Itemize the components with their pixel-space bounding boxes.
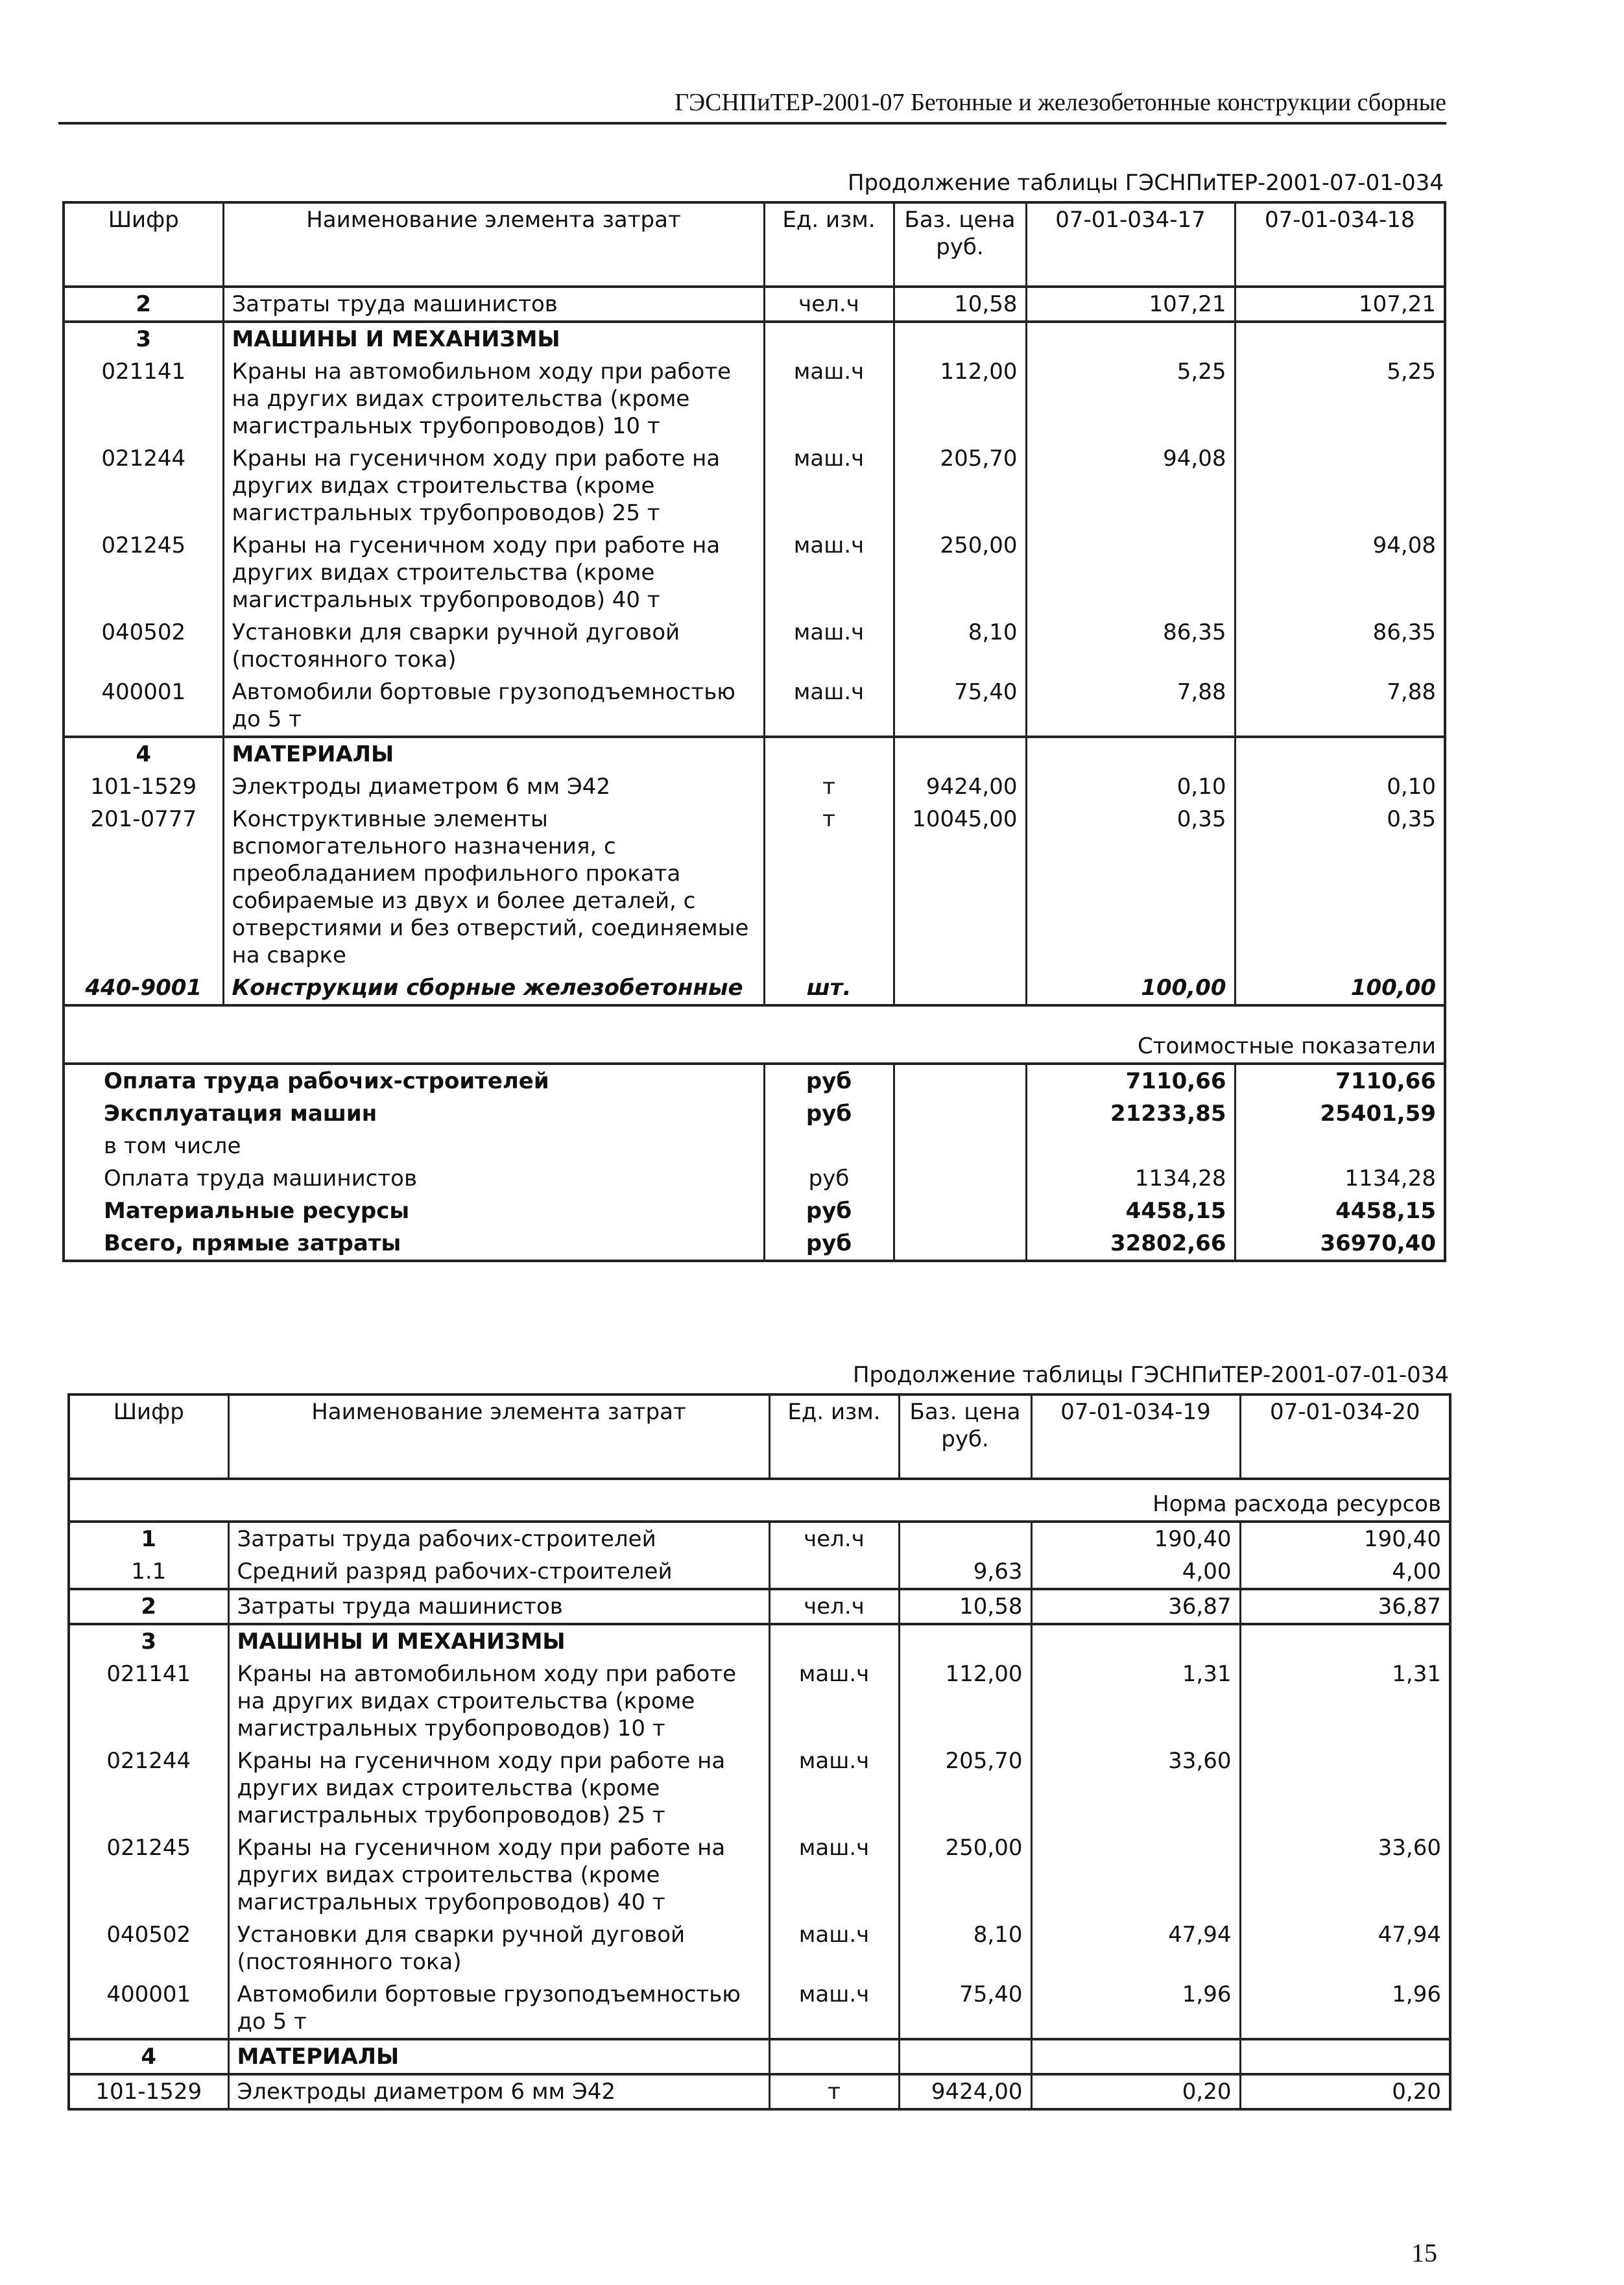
unit-cell: маш.ч [764, 529, 894, 616]
price-cell: 9424,00 [899, 2074, 1031, 2109]
value-b-cell: 1,31 [1240, 1658, 1450, 1745]
value-b-cell: 190,40 [1240, 1522, 1450, 1555]
value-a-cell: 7,88 [1026, 676, 1235, 737]
price-cell: 112,00 [894, 355, 1026, 442]
cost-title-row [64, 1005, 1445, 1064]
code-cell: 400001 [69, 1978, 228, 2039]
table-row [64, 972, 1445, 1005]
code-cell: 021245 [64, 529, 223, 616]
unit-cell: чел.ч [769, 1589, 899, 1624]
table-row [64, 676, 1445, 737]
section-title: МАШИНЫ И МЕХАНИЗМЫ [228, 1624, 769, 1658]
col-unit-header: Ед. изм. [769, 1394, 899, 1479]
price-cell: 112,00 [899, 1658, 1031, 1745]
price-cell: 9424,00 [894, 771, 1026, 803]
price-cell: 75,40 [894, 676, 1026, 737]
resource-table-2 [67, 1393, 1451, 2111]
unit-cell: чел.ч [764, 287, 894, 322]
col-price-header: Баз. цена руб. [894, 202, 1026, 287]
value-b-cell: 1,96 [1240, 1978, 1450, 2039]
table2-caption: Продолжение таблицы ГЭСНПиТЕР-2001-07-01-034 [852, 1362, 1449, 1388]
unit-cell: маш.ч [769, 1978, 899, 2039]
value-a-cell: 36,87 [1031, 1589, 1240, 1624]
unit-cell: т [764, 771, 894, 803]
code-cell: 1.1 [69, 1555, 228, 1589]
cost-title: Стоимостные показатели [64, 1005, 1445, 1064]
value-a-cell: 107,21 [1026, 287, 1235, 322]
table-row [69, 1555, 1450, 1589]
cost-row [64, 1064, 1445, 1097]
code-cell: 101-1529 [64, 771, 223, 803]
table-row [64, 529, 1445, 616]
code-cell: 3 [64, 322, 223, 355]
name-cell: Краны на гусеничном ходу при работе на других видах строительства (кроме магистральных трубопроводов) 40 т [223, 529, 764, 616]
name-cell: Краны на гусеничном ходу при работе на других видах строительства (кроме магистральных трубопроводов) 40 т [228, 1832, 769, 1919]
code-cell: 4 [69, 2039, 228, 2074]
cost-row [64, 1227, 1445, 1261]
cost-unit: руб [764, 1064, 894, 1097]
value-b-cell: 0,35 [1235, 803, 1445, 972]
value-a-cell [1026, 529, 1235, 616]
name-cell: Электроды диаметром 6 мм Э42 [228, 2074, 769, 2109]
table-row [64, 355, 1445, 442]
cost-a: 4458,15 [1026, 1195, 1235, 1227]
value-b-cell: 0,10 [1235, 771, 1445, 803]
section-row [64, 737, 1445, 771]
value-b-cell: 5,25 [1235, 355, 1445, 442]
value-a-cell: 47,94 [1031, 1919, 1240, 1978]
name-cell: Конструкции сборные железобетонные [223, 972, 764, 1005]
unit-cell: чел.ч [769, 1522, 899, 1555]
value-b-cell: 86,35 [1235, 616, 1445, 676]
cost-a: 32802,66 [1026, 1227, 1235, 1261]
code-cell: 1 [69, 1522, 228, 1555]
code-cell: 040502 [64, 616, 223, 676]
value-a-cell: 94,08 [1026, 442, 1235, 529]
table-row [69, 1978, 1450, 2039]
code-cell: 021244 [64, 442, 223, 529]
cost-a: 7110,66 [1026, 1064, 1235, 1097]
value-a-cell: 4,00 [1031, 1555, 1240, 1589]
norm-title-row [69, 1479, 1450, 1522]
price-cell: 75,40 [899, 1978, 1031, 2039]
col-code-header: Шифр [64, 202, 223, 287]
value-b-cell: 0,20 [1240, 2074, 1450, 2109]
name-cell: Краны на автомобильном ходу при работе на других видах строительства (кроме магистральных трубопроводов) 10 т [223, 355, 764, 442]
cost-b: 36970,40 [1235, 1227, 1445, 1261]
cost-row [64, 1195, 1445, 1227]
cost-a: 1134,28 [1026, 1162, 1235, 1195]
name-cell: Установки для сварки ручной дуговой (постоянного тока) [223, 616, 764, 676]
cost-a: 21233,85 [1026, 1097, 1235, 1130]
cost-name: Материальные ресурсы [64, 1195, 764, 1227]
value-a-cell: 33,60 [1031, 1745, 1240, 1832]
cost-b: 25401,59 [1235, 1097, 1445, 1130]
unit-cell: маш.ч [769, 1919, 899, 1978]
resource-table-1 [62, 201, 1446, 1262]
unit-cell: т [764, 803, 894, 972]
table-row [69, 2074, 1450, 2109]
price-cell: 205,70 [899, 1745, 1031, 1832]
section-row [69, 2039, 1450, 2074]
price-cell: 8,10 [899, 1919, 1031, 1978]
col-a-header: 07-01-034-17 [1026, 202, 1235, 287]
value-b-cell [1240, 1745, 1450, 1832]
cost-row [64, 1097, 1445, 1130]
col-name-header: Наименование элемента затрат [228, 1394, 769, 1479]
table1-caption: Продолжение таблицы ГЭСНПиТЕР-2001-07-01-034 [847, 170, 1444, 196]
cost-b: 7110,66 [1235, 1064, 1445, 1097]
col-price-header: Баз. цена руб. [899, 1394, 1031, 1479]
col-code-header: Шифр [69, 1394, 228, 1479]
section-row [64, 322, 1445, 355]
price-cell: 250,00 [899, 1832, 1031, 1919]
col-a-header: 07-01-034-19 [1031, 1394, 1240, 1479]
value-a-cell: 100,00 [1026, 972, 1235, 1005]
name-cell: Электроды диаметром 6 мм Э42 [223, 771, 764, 803]
value-b-cell: 4,00 [1240, 1555, 1450, 1589]
value-b-cell: 47,94 [1240, 1919, 1450, 1978]
table-row [64, 771, 1445, 803]
unit-cell: маш.ч [769, 1745, 899, 1832]
name-cell: Краны на гусеничном ходу при работе на других видах строительства (кроме магистральных трубопроводов) 25 т [223, 442, 764, 529]
unit-cell: маш.ч [764, 442, 894, 529]
cost-row [64, 1162, 1445, 1195]
code-cell: 2 [64, 287, 223, 322]
table-row [64, 803, 1445, 972]
value-a-cell: 0,35 [1026, 803, 1235, 972]
cost-unit: руб [764, 1097, 894, 1130]
code-cell: 3 [69, 1624, 228, 1658]
page-number: 15 [1411, 2238, 1437, 2267]
cost-row [64, 1130, 1445, 1162]
name-cell: Установки для сварки ручной дуговой (постоянного тока) [228, 1919, 769, 1978]
cost-name: Оплата труда машинистов [64, 1162, 764, 1195]
value-b-cell [1235, 442, 1445, 529]
unit-cell: маш.ч [764, 676, 894, 737]
page-header: ГЭСНПиТЕР-2001-07 Бетонные и железобетонные конструкции сборные [58, 88, 1446, 125]
name-cell: Краны на гусеничном ходу при работе на других видах строительства (кроме магистральных трубопроводов) 25 т [228, 1745, 769, 1832]
value-a-cell: 0,10 [1026, 771, 1235, 803]
code-cell: 400001 [64, 676, 223, 737]
cost-name: Оплата труда рабочих-строителей [64, 1064, 764, 1097]
value-a-cell: 190,40 [1031, 1522, 1240, 1555]
price-cell: 250,00 [894, 529, 1026, 616]
price-cell [899, 1522, 1031, 1555]
name-cell: Средний разряд рабочих-строителей [228, 1555, 769, 1589]
value-b-cell: 7,88 [1235, 676, 1445, 737]
price-cell: 10,58 [894, 287, 1026, 322]
value-b-cell: 33,60 [1240, 1832, 1450, 1919]
value-b-cell: 107,21 [1235, 287, 1445, 322]
code-cell: 2 [69, 1589, 228, 1624]
code-cell: 021244 [69, 1745, 228, 1832]
code-cell: 201-0777 [64, 803, 223, 972]
table-row [69, 1658, 1450, 1745]
cost-unit: руб [764, 1162, 894, 1195]
table-header-row [69, 1394, 1450, 1479]
name-cell: Конструктивные элементы вспомогательного назначения, с преобладанием профильного проката собираемые из двух и более деталей, с отверстиями и без отверстий, соединяемые на сварке [223, 803, 764, 972]
value-b-cell: 94,08 [1235, 529, 1445, 616]
unit-cell: маш.ч [764, 616, 894, 676]
table-header-row [64, 202, 1445, 287]
col-name-header: Наименование элемента затрат [223, 202, 764, 287]
name-cell: Затраты труда машинистов [228, 1589, 769, 1624]
value-a-cell: 1,31 [1031, 1658, 1240, 1745]
value-a-cell: 0,20 [1031, 2074, 1240, 2109]
cost-name: Эксплуатация машин [64, 1097, 764, 1130]
cost-name: в том числе [64, 1130, 764, 1162]
col-b-header: 07-01-034-20 [1240, 1394, 1450, 1479]
table-row [69, 1919, 1450, 1978]
unit-cell: шт. [764, 972, 894, 1005]
unit-cell [769, 1555, 899, 1589]
unit-cell: т [769, 2074, 899, 2109]
price-cell [894, 972, 1026, 1005]
table-row [69, 1589, 1450, 1624]
col-unit-header: Ед. изм. [764, 202, 894, 287]
table-row [64, 442, 1445, 529]
table-row [64, 287, 1445, 322]
norm-title: Норма расхода ресурсов [1152, 1491, 1441, 1517]
price-cell: 10045,00 [894, 803, 1026, 972]
cost-unit: руб [764, 1227, 894, 1261]
value-b-cell: 36,87 [1240, 1589, 1450, 1624]
section-row [69, 1624, 1450, 1658]
table1-body [64, 287, 1445, 1261]
price-cell: 8,10 [894, 616, 1026, 676]
table-row [64, 616, 1445, 676]
unit-cell: маш.ч [764, 355, 894, 442]
unit-cell: маш.ч [769, 1832, 899, 1919]
price-cell: 9,63 [899, 1555, 1031, 1589]
name-cell: Затраты труда рабочих-строителей [228, 1522, 769, 1555]
value-b-cell: 100,00 [1235, 972, 1445, 1005]
table2-body [69, 1479, 1450, 2109]
name-cell: Затраты труда машинистов [223, 287, 764, 322]
value-a-cell [1031, 1832, 1240, 1919]
code-cell: 101-1529 [69, 2074, 228, 2109]
col-b-header: 07-01-034-18 [1235, 202, 1445, 287]
code-cell: 021141 [69, 1658, 228, 1745]
table-row [69, 1745, 1450, 1832]
code-cell: 021141 [64, 355, 223, 442]
price-cell: 10,58 [899, 1589, 1031, 1624]
table-row [69, 1832, 1450, 1919]
value-a-cell: 5,25 [1026, 355, 1235, 442]
section-title: МАШИНЫ И МЕХАНИЗМЫ [223, 322, 764, 355]
name-cell: Автомобили бортовые грузоподъемностью до 5 т [228, 1978, 769, 2039]
name-cell: Автомобили бортовые грузоподъемностью до 5 т [223, 676, 764, 737]
cost-b: 1134,28 [1235, 1162, 1445, 1195]
section-title: МАТЕРИАЛЫ [223, 737, 764, 771]
value-a-cell: 1,96 [1031, 1978, 1240, 2039]
code-cell: 021245 [69, 1832, 228, 1919]
table-row [69, 1522, 1450, 1555]
value-a-cell: 86,35 [1026, 616, 1235, 676]
code-cell: 4 [64, 737, 223, 771]
unit-cell: маш.ч [769, 1658, 899, 1745]
name-cell: Краны на автомобильном ходу при работе на других видах строительства (кроме магистральных трубопроводов) 10 т [228, 1658, 769, 1745]
price-cell: 205,70 [894, 442, 1026, 529]
cost-name: Всего, прямые затраты [64, 1227, 764, 1261]
section-title: МАТЕРИАЛЫ [228, 2039, 769, 2074]
code-cell: 440-9001 [64, 972, 223, 1005]
code-cell: 040502 [69, 1919, 228, 1978]
cost-b: 4458,15 [1235, 1195, 1445, 1227]
cost-unit: руб [764, 1195, 894, 1227]
